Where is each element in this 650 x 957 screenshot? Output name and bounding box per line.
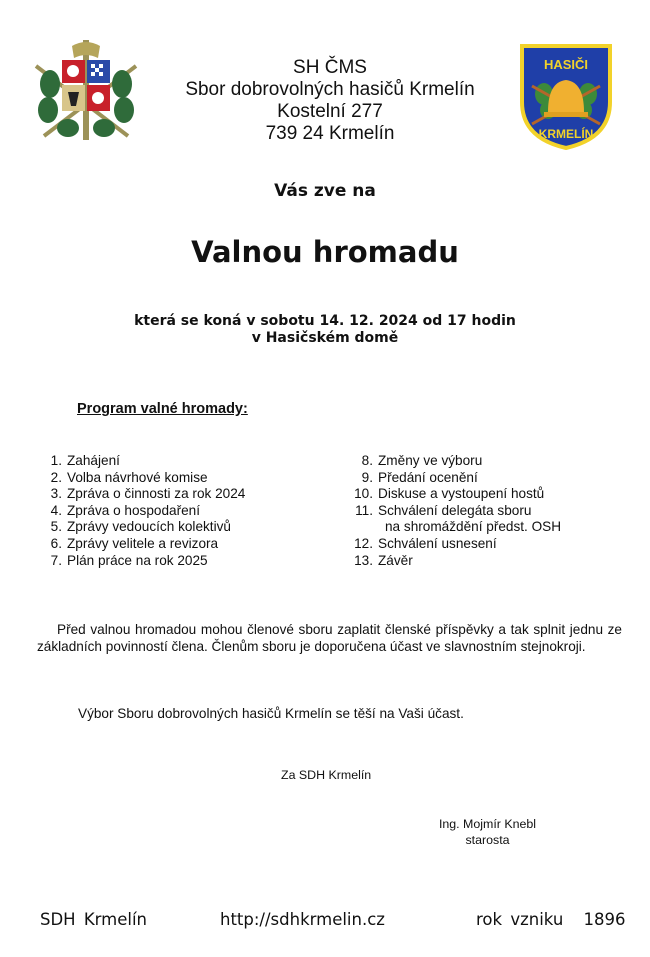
footer-url-link[interactable]: http://sdhkrmelin.cz [220,910,385,929]
signatory-name: Ing. Mojmír Knebl [438,817,537,831]
program-heading: Program valné hromady: [77,401,248,417]
committee-note: Výbor Sboru dobrovolných hasičů Krmelín se těší na Vaši účast. [78,706,464,721]
event-place-line: v Hasičském domě [251,330,399,346]
program-item: 4. Zpráva o hospodaření [50,502,201,518]
patch-top-text: HASIČI [543,57,589,72]
org-short-name: SH ČMS [293,57,367,78]
org-full-name: Sbor dobrovolných hasičů Krmelín [185,79,475,100]
program-item: 5. Zprávy vedoucích kolektivů [50,519,231,535]
program-item: 13. Závěr [354,552,413,568]
program-item-continuation: na shromáždění předst. OSH [385,519,562,535]
founded-label: rok vzniku [476,910,564,929]
membership-paragraph: Před valnou hromadou mohou členové sboru zaplatit členské příspěvky a tak splnit jednu ze základních povinností člena. Členům sboru je doporučena účast ve slavnostním stejnokroji. [37,622,622,654]
org-street: Kostelní 277 [277,101,383,122]
program-item: 11. Schválení delegáta sboru [355,502,532,518]
program-item: 9. Předání ocenění [361,469,478,485]
program-item: 3. Zpráva o činnosti za rok 2024 [50,486,246,502]
program-item: 12. Schválení usnesení [354,535,497,551]
footer-org: SDH Krmelín [40,910,147,929]
program-item: 7. Plán práce na rok 2025 [50,552,208,568]
founded-year: 1896 [583,910,626,929]
org-city: 739 24 Krmelín [265,123,395,144]
event-details [0,313,650,347]
czech-coat-of-arms-emblem-icon [28,36,144,144]
hasici-krmelin-patch-icon [518,42,614,150]
program-item: 8. Změny ve výboru [361,453,483,468]
signature-block [420,816,555,848]
program-list-right [343,453,561,569]
program-item: 2. Volba návrhové komise [50,469,208,485]
patch-bottom-text: KRMELÍN [538,127,594,141]
program-item: 1. Zahájení [50,453,120,468]
program-item: 6. Zprávy velitele a revizora [50,535,219,551]
program-item: 10. Diskuse a vystoupení hostů [354,486,545,502]
program-list-left [38,453,245,569]
invitation-title: Valnou hromadu [191,235,459,269]
signature-for: Za SDH Krmelín [281,768,372,782]
event-date-line: která se koná v sobotu 14. 12. 2024 od 17 hodin [134,313,516,329]
invitation-intro: Vás zve na [274,181,376,201]
footer-founded [476,910,626,929]
signatory-role: starosta [465,833,510,847]
